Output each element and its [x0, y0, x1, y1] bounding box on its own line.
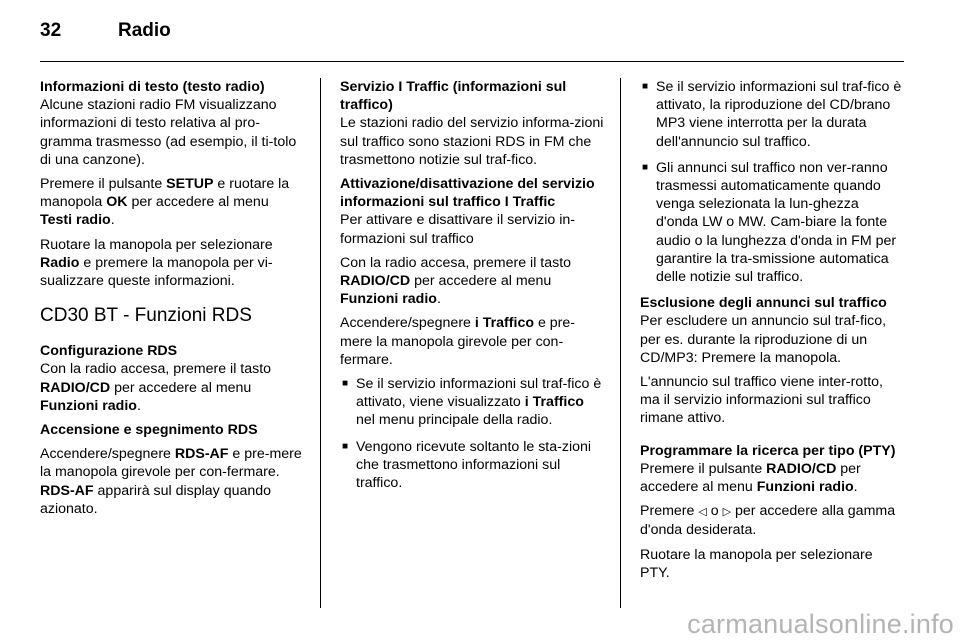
paragraph: Con la radio accesa, premere il tasto RADIO/CD per accedere al menu Funzioni radio.: [340, 254, 572, 308]
radio-label: Radio: [40, 254, 80, 271]
heading-servizio-traffic: Servizio I Traffic (informazioni sul traffico): [340, 79, 567, 114]
traffico-label: i Traffico: [524, 394, 584, 411]
traffico-label: i Traffico: [474, 315, 535, 332]
heading-attivazione: Attivazione/disattivazione del servizio informazioni sul traffico I Traffic: [340, 176, 595, 211]
list-item: ■ Gli annunci sul traffico non ver-ranno trasmessi automaticamente quando venga selezionata la lun-ghezza d'onda LW o MW. Cam-biare la fonte audio o la lunghezza d'onda in FM per garantire la tra-smissione automatica delle notizie sul traffico.: [642, 159, 897, 286]
paragraph: Premere il pulsante SETUP e ruotare la manopola OK per accedere al menu Testi radio.: [40, 176, 290, 229]
bullet-icon: ■: [342, 378, 349, 390]
ok-label: OK: [106, 194, 128, 211]
column-3: [640, 78, 904, 588]
menu-name: Testi radio: [40, 212, 111, 229]
bullet-list: [340, 375, 604, 492]
paragraph: Accendere/spegnere RDS-AF e pre-mere la manopola girevole per con-fermare. RDS-AF apparirà sul display quando azionato.: [40, 446, 302, 517]
list-item: ■ Vengono ricevute soltanto le sta-zioni che trasmettono informazioni sul traffico.: [342, 438, 592, 492]
bullet-icon: ■: [642, 81, 649, 92]
paragraph: Accendere/spegnere i Traffico e pre-mere la manopola girevole per con-fermare.: [340, 315, 576, 368]
bullet-icon: ■: [342, 440, 349, 452]
paragraph: Alcune stazioni radio FM visualizzano informazioni di testo relativa al pro-gramma trasmesso (ad esempio, il ti-tolo di una canzone).: [40, 97, 297, 168]
radio-cd-label: RADIO/CD: [40, 379, 111, 396]
paragraph: Le stazioni radio del servizio informa-zioni sul traffico sono stazioni RDS in FM che trasmettono notizie sul traf-fico.: [340, 115, 604, 168]
heading-esclusione: Esclusione degli annunci sul traffico: [640, 295, 887, 312]
heading-accensione: Accensione e spegnimento RDS: [40, 422, 258, 439]
setup-label: SETUP: [166, 176, 214, 193]
header-rule: [40, 61, 904, 62]
column-divider: [620, 78, 621, 608]
paragraph: Per escludere un annuncio sul traf-fico, per es. durante la riproduzione di un CD/MP3: Premere la manopola.: [640, 313, 887, 366]
radio-cd-label: RADIO/CD: [340, 273, 411, 290]
heading-configurazione: Configurazione RDS: [40, 343, 178, 360]
paragraph: Ruotare la manopola per selezionare PTY.: [640, 546, 873, 581]
paragraph: Con la radio accesa, premere il tasto RADIO/CD per accedere al menu Funzioni radio.: [40, 361, 272, 414]
bullet-list: [640, 78, 904, 286]
radio-cd-label: RADIO/CD: [766, 460, 837, 477]
column-1: [40, 78, 302, 524]
heading-pty: Programmare la ricerca per tipo (PTY): [640, 442, 896, 459]
list-item: ■ Se il servizio informazioni sul traf-fico è attivato, viene visualizzato i Traffico nel menu principale della radio.: [342, 376, 602, 429]
paragraph: Ruotare la manopola per selezionare Radio e premere la manopola per vi-sualizzare queste informazioni.: [40, 236, 273, 290]
watermark: carmanualsonline.info: [687, 609, 954, 639]
left-arrow-icon: ◁: [698, 506, 707, 519]
menu-name: Funzioni radio: [756, 479, 854, 496]
menu-name: Funzioni radio: [340, 291, 437, 308]
paragraph: Per attivare e disattivare il servizio in-formazioni sul traffico: [340, 212, 575, 247]
page-title: Radio: [118, 20, 171, 41]
list-item: ■ Se il servizio informazioni sul traf-fico è attivato, la riproduzione del CD/brano MP3 viene interrotta per la durata dell'annuncio sul traffico.: [642, 79, 902, 150]
rds-af-label: RDS-AF: [40, 482, 94, 499]
bullet-icon: ■: [642, 161, 649, 173]
paragraph: Premere ◁ o ▷ per accedere alla gamma d'onda desiderata.: [640, 503, 896, 539]
heading-testo-radio: Informazioni di testo (testo radio): [40, 79, 265, 95]
section-heading: CD30 BT - Funzioni RDS: [40, 305, 252, 327]
column-2: [340, 78, 604, 500]
right-arrow-icon: ▷: [722, 506, 732, 519]
page-number: 32: [40, 20, 62, 41]
paragraph: L'annuncio sul traffico viene inter-rotto, ma il servizio informazioni sul traffico rimane attivo.: [640, 374, 883, 427]
column-divider: [320, 78, 321, 608]
menu-name: Funzioni radio: [40, 397, 137, 414]
rds-af-label: RDS-AF: [174, 446, 229, 463]
paragraph: Premere il pulsante RADIO/CD per accedere al menu Funzioni radio.: [640, 460, 861, 496]
